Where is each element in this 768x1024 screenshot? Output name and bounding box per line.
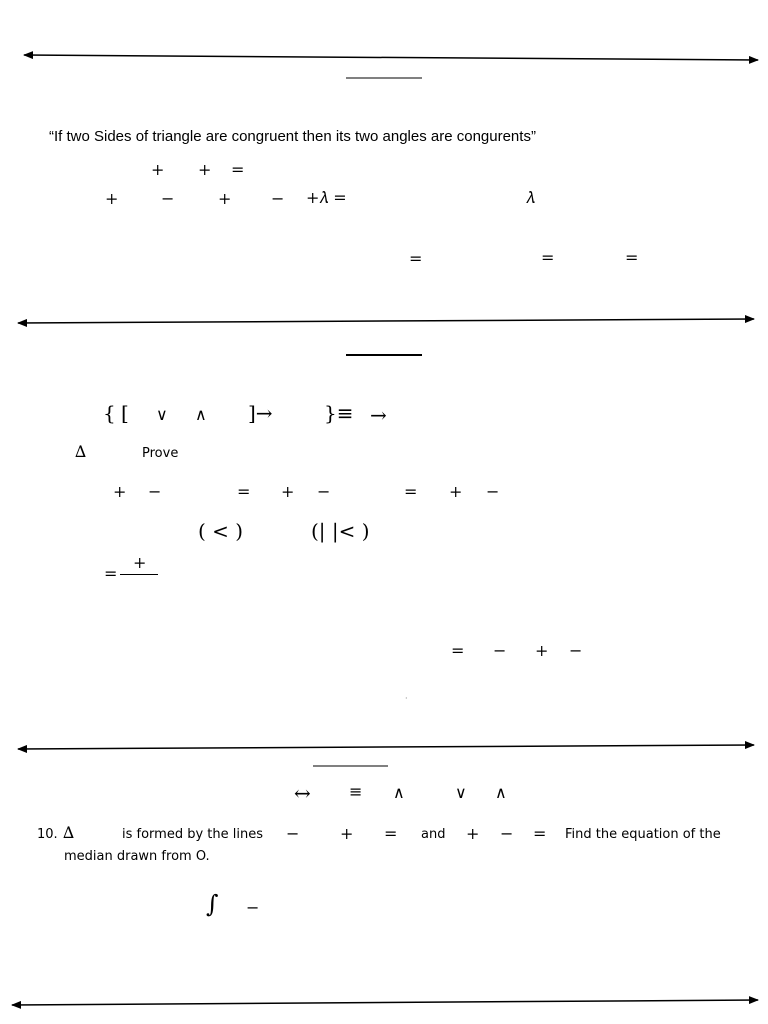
q10-number: 10.	[37, 827, 58, 842]
s2-prove-label: Prove	[142, 446, 179, 461]
s3-logic-sym: ∧	[393, 783, 405, 802]
s2-delta-symbol: ∆	[75, 442, 87, 461]
q10-op: +	[466, 824, 480, 843]
s2-eq-op: =	[237, 482, 251, 501]
s2-stray-dot: ·	[405, 694, 408, 703]
q10-op: −	[500, 824, 514, 843]
q10-median-text: median drawn from O.	[64, 849, 210, 864]
s2-final-op: +	[535, 641, 549, 660]
integral-sign: ∫	[206, 890, 219, 918]
s2-logic-sym: {	[103, 401, 116, 425]
s2-logic-sym: [	[121, 401, 129, 425]
s2-eq-op: =	[404, 482, 418, 501]
s3-logic-sym: ∨	[455, 783, 467, 802]
s1-row2-lambda-eq: +𝜆 =	[306, 188, 347, 207]
q10-op: −	[286, 824, 300, 843]
s2-frac-eq: =	[104, 564, 118, 583]
q10-op: =	[533, 824, 547, 843]
divider-arrow-3	[18, 745, 754, 749]
s2-frac-numerator: +	[133, 553, 147, 572]
s1-row2-lambda: 𝜆	[526, 188, 535, 207]
s2-final-op: −	[569, 641, 583, 660]
q10-op: +	[340, 824, 354, 843]
s1-row2-op: −	[161, 189, 175, 208]
q10-op: =	[384, 824, 398, 843]
s2-final-op: =	[451, 641, 465, 660]
s1-row2-op: +	[105, 189, 119, 208]
s2-interval-left: ( < )	[198, 519, 244, 543]
s2-eq-op: −	[486, 482, 500, 501]
s2-fraction-bar	[120, 574, 158, 575]
s1-row2-op: −	[271, 189, 285, 208]
s3-logic-sym: ↔	[294, 781, 311, 805]
s1-row3-op: =	[409, 249, 423, 268]
q10-delta-symbol: ∆	[63, 823, 75, 842]
s2-logic-sym: ∨	[156, 405, 168, 424]
divider-arrow-2	[18, 319, 754, 323]
s2-eq-op: +	[449, 482, 463, 501]
s1-row2-op: +	[218, 189, 232, 208]
s1-row1-op: +	[198, 160, 212, 179]
s2-logic-sym: ∧	[195, 405, 207, 424]
s2-logic-sym: ]→	[248, 401, 273, 425]
s3-logic-sym: ∧	[495, 783, 507, 802]
q10-find-text: Find the equation of the	[565, 827, 721, 842]
s2-eq-op: −	[148, 482, 162, 501]
divider-arrow-1	[24, 55, 758, 60]
s2-eq-op: +	[281, 482, 295, 501]
statement-quote: “If two Sides of triangle are congruent then its two angles are congurents”	[49, 128, 536, 145]
s2-logic-sym: →	[370, 403, 387, 427]
s3-logic-sym: ≡	[349, 782, 363, 801]
q10-and: and	[421, 827, 446, 842]
q10-text-lines: is formed by the lines	[122, 827, 263, 842]
s1-row1-op: =	[231, 160, 245, 179]
s2-eq-op: −	[317, 482, 331, 501]
s1-row3-op: =	[541, 248, 555, 267]
integral-op: −	[246, 898, 260, 917]
s2-logic-sym: }≡	[324, 401, 354, 425]
divider-arrow-4	[12, 1000, 758, 1005]
s2-final-op: −	[493, 641, 507, 660]
s1-row1-op: +	[151, 160, 165, 179]
s1-row3-op: =	[625, 248, 639, 267]
s2-interval-right: (| |< )	[311, 519, 370, 543]
s2-eq-op: +	[113, 482, 127, 501]
